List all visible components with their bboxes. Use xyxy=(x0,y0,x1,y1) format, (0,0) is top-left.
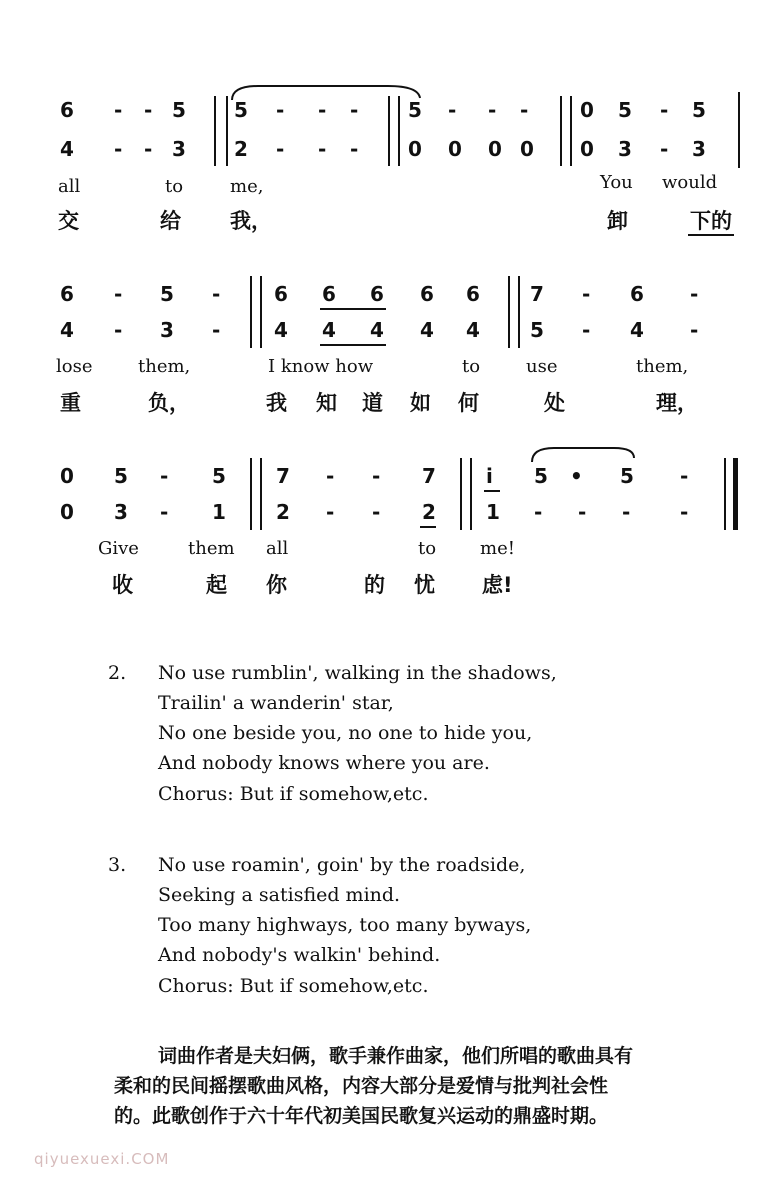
note: 3 xyxy=(114,500,128,524)
verse-line: Too many highways, too many byways, xyxy=(158,914,532,936)
lyric-en: them, xyxy=(138,356,191,377)
note: - xyxy=(660,137,669,161)
lyric-cn: 忧 xyxy=(414,573,435,597)
note: 0 xyxy=(60,464,74,488)
note: - xyxy=(372,464,381,488)
lyric-en: to xyxy=(462,356,481,377)
verse-line: No use rumblin', walking in the shadows, xyxy=(158,662,557,684)
note: 4 xyxy=(274,318,288,342)
barline xyxy=(388,96,390,166)
barline xyxy=(724,458,726,530)
lyric-cn: 理， xyxy=(656,391,698,415)
note: - xyxy=(114,137,123,161)
site-watermark: qiyuexuexi.COM xyxy=(34,1150,170,1168)
lyric-cn: 道 xyxy=(362,391,383,415)
barline xyxy=(214,96,216,166)
beat-underline xyxy=(484,490,500,492)
barline xyxy=(470,458,472,530)
note: - xyxy=(276,98,285,122)
note: 5 xyxy=(620,464,634,488)
note: - xyxy=(212,318,221,342)
note: 2 xyxy=(234,137,248,161)
lyric-cn: 下的 xyxy=(690,209,732,233)
barline xyxy=(226,96,228,166)
note: 3 xyxy=(160,318,174,342)
note: - xyxy=(578,500,587,524)
note: 4 xyxy=(420,318,434,342)
note: - xyxy=(114,282,123,306)
barline xyxy=(260,276,262,348)
beat-underline xyxy=(420,526,436,528)
note: 0 xyxy=(580,98,594,122)
note: - xyxy=(680,464,689,488)
note: 2 xyxy=(276,500,290,524)
note: - xyxy=(680,500,689,524)
note: 6 xyxy=(274,282,288,306)
barline xyxy=(250,276,252,348)
lyric-underline xyxy=(688,234,734,236)
note: - xyxy=(212,282,221,306)
note: - xyxy=(318,98,327,122)
barline xyxy=(260,458,262,530)
lyric-en: all xyxy=(58,176,81,197)
note: - xyxy=(276,137,285,161)
note: - xyxy=(488,98,497,122)
note: 6 xyxy=(370,282,384,306)
note: 2 xyxy=(422,500,436,524)
note: - xyxy=(582,282,591,306)
note: - xyxy=(160,500,169,524)
note: 4 xyxy=(466,318,480,342)
note: - xyxy=(350,98,359,122)
lyric-cn: 卸 xyxy=(607,209,628,233)
chorus-line: Chorus: But if somehow,etc. xyxy=(158,783,429,805)
note: 6 xyxy=(60,98,74,122)
lyric-en: would xyxy=(662,172,718,193)
barline xyxy=(560,96,562,166)
lyric-en: I know how xyxy=(268,356,374,377)
lyric-cn: 重 xyxy=(60,391,81,415)
lyric-cn: 的 xyxy=(364,573,385,597)
note: 5 xyxy=(114,464,128,488)
lyric-en: Give xyxy=(98,538,139,559)
note: - xyxy=(622,500,631,524)
note: - xyxy=(534,500,543,524)
note: • xyxy=(570,464,583,488)
note: 4 xyxy=(60,137,74,161)
verse-number: 3. xyxy=(108,854,127,876)
lyric-en: me, xyxy=(230,176,264,197)
lyric-cn: 我， xyxy=(230,209,272,233)
note: 1 xyxy=(212,500,226,524)
lyric-cn: 负， xyxy=(148,391,190,415)
barline xyxy=(508,276,510,348)
note: 5 xyxy=(692,98,706,122)
lyric-en: them xyxy=(188,538,235,559)
verse-line: No use roamin', goin' by the roadside, xyxy=(158,854,526,876)
lyric-en: to xyxy=(418,538,437,559)
note: 4 xyxy=(322,318,336,342)
note: - xyxy=(144,137,153,161)
verse-number: 2. xyxy=(108,662,127,684)
lyric-en: me! xyxy=(480,538,515,559)
note: - xyxy=(690,318,699,342)
note: 5 xyxy=(408,98,422,122)
note: - xyxy=(372,500,381,524)
lyric-en: to xyxy=(165,176,184,197)
lyric-en: lose xyxy=(56,356,93,377)
barline xyxy=(460,458,462,530)
beat-underline xyxy=(320,308,386,310)
verse-line: And nobody knows where you are. xyxy=(158,752,490,774)
barline xyxy=(398,96,400,166)
note: - xyxy=(326,464,335,488)
lyric-cn: 给 xyxy=(160,209,181,233)
lyric-cn: 知 xyxy=(316,391,337,415)
note: 7 xyxy=(422,464,436,488)
note: 0 xyxy=(520,137,534,161)
note: 5 xyxy=(172,98,186,122)
note: 1 xyxy=(486,500,500,524)
beat-underline xyxy=(320,344,386,346)
note: 0 xyxy=(580,137,594,161)
note: 0 xyxy=(60,500,74,524)
note: 6 xyxy=(420,282,434,306)
note: - xyxy=(350,137,359,161)
lyric-en: use xyxy=(526,356,558,377)
final-barline xyxy=(733,458,738,530)
note: 4 xyxy=(370,318,384,342)
note: 5 xyxy=(234,98,248,122)
note-line: 柔和的民间摇摆歌曲风格，内容大部分是爱情与批判社会性 xyxy=(114,1075,609,1097)
note: - xyxy=(114,98,123,122)
barline xyxy=(518,276,520,348)
lyric-cn: 处 xyxy=(544,391,565,415)
lyric-cn: 起 xyxy=(206,573,227,597)
verse-line: No one beside you, no one to hide you, xyxy=(158,722,533,744)
note: 0 xyxy=(408,137,422,161)
note: - xyxy=(318,137,327,161)
note: 7 xyxy=(276,464,290,488)
note: - xyxy=(114,318,123,342)
note: 5 xyxy=(160,282,174,306)
note: 6 xyxy=(322,282,336,306)
note: - xyxy=(326,500,335,524)
verse-line: Trailin' a wanderin' star, xyxy=(158,692,394,714)
lyric-cn: 交 xyxy=(58,209,79,233)
note: - xyxy=(160,464,169,488)
lyric-cn: 何 xyxy=(458,391,479,415)
note: 5 xyxy=(212,464,226,488)
barline xyxy=(250,458,252,530)
note: - xyxy=(448,98,457,122)
note: - xyxy=(520,98,529,122)
slur-mark xyxy=(530,446,640,464)
note-line: 的。此歌创作于六十年代初美国民歌复兴运动的鼎盛时期。 xyxy=(114,1105,609,1127)
note: 6 xyxy=(60,282,74,306)
note: i xyxy=(486,464,493,488)
note: 5 xyxy=(618,98,632,122)
barline xyxy=(570,96,572,166)
note: 4 xyxy=(630,318,644,342)
lyric-en: them, xyxy=(636,356,689,377)
lyric-en: You xyxy=(600,172,633,193)
note: - xyxy=(690,282,699,306)
note: 0 xyxy=(448,137,462,161)
note: 7 xyxy=(530,282,544,306)
lyric-cn: 你 xyxy=(266,573,287,597)
note: - xyxy=(144,98,153,122)
lyric-en: all xyxy=(266,538,289,559)
verse-line: And nobody's walkin' behind. xyxy=(158,944,441,966)
note: 5 xyxy=(530,318,544,342)
note: 5 xyxy=(534,464,548,488)
note: 0 xyxy=(488,137,502,161)
chorus-line: Chorus: But if somehow,etc. xyxy=(158,975,429,997)
note: 6 xyxy=(466,282,480,306)
barline xyxy=(738,92,740,168)
lyric-cn: 收 xyxy=(112,573,133,597)
lyric-cn: 虑! xyxy=(482,573,513,597)
note: 3 xyxy=(618,137,632,161)
verse-line: Seeking a satisfied mind. xyxy=(158,884,401,906)
note: - xyxy=(660,98,669,122)
lyric-cn: 我 xyxy=(266,391,287,415)
note: - xyxy=(582,318,591,342)
note-line: 词曲作者是夫妇俩，歌手兼作曲家，他们所唱的歌曲具有 xyxy=(158,1045,634,1067)
note: 3 xyxy=(172,137,186,161)
note: 3 xyxy=(692,137,706,161)
note: 4 xyxy=(60,318,74,342)
lyric-cn: 如 xyxy=(410,391,431,415)
note: 6 xyxy=(630,282,644,306)
